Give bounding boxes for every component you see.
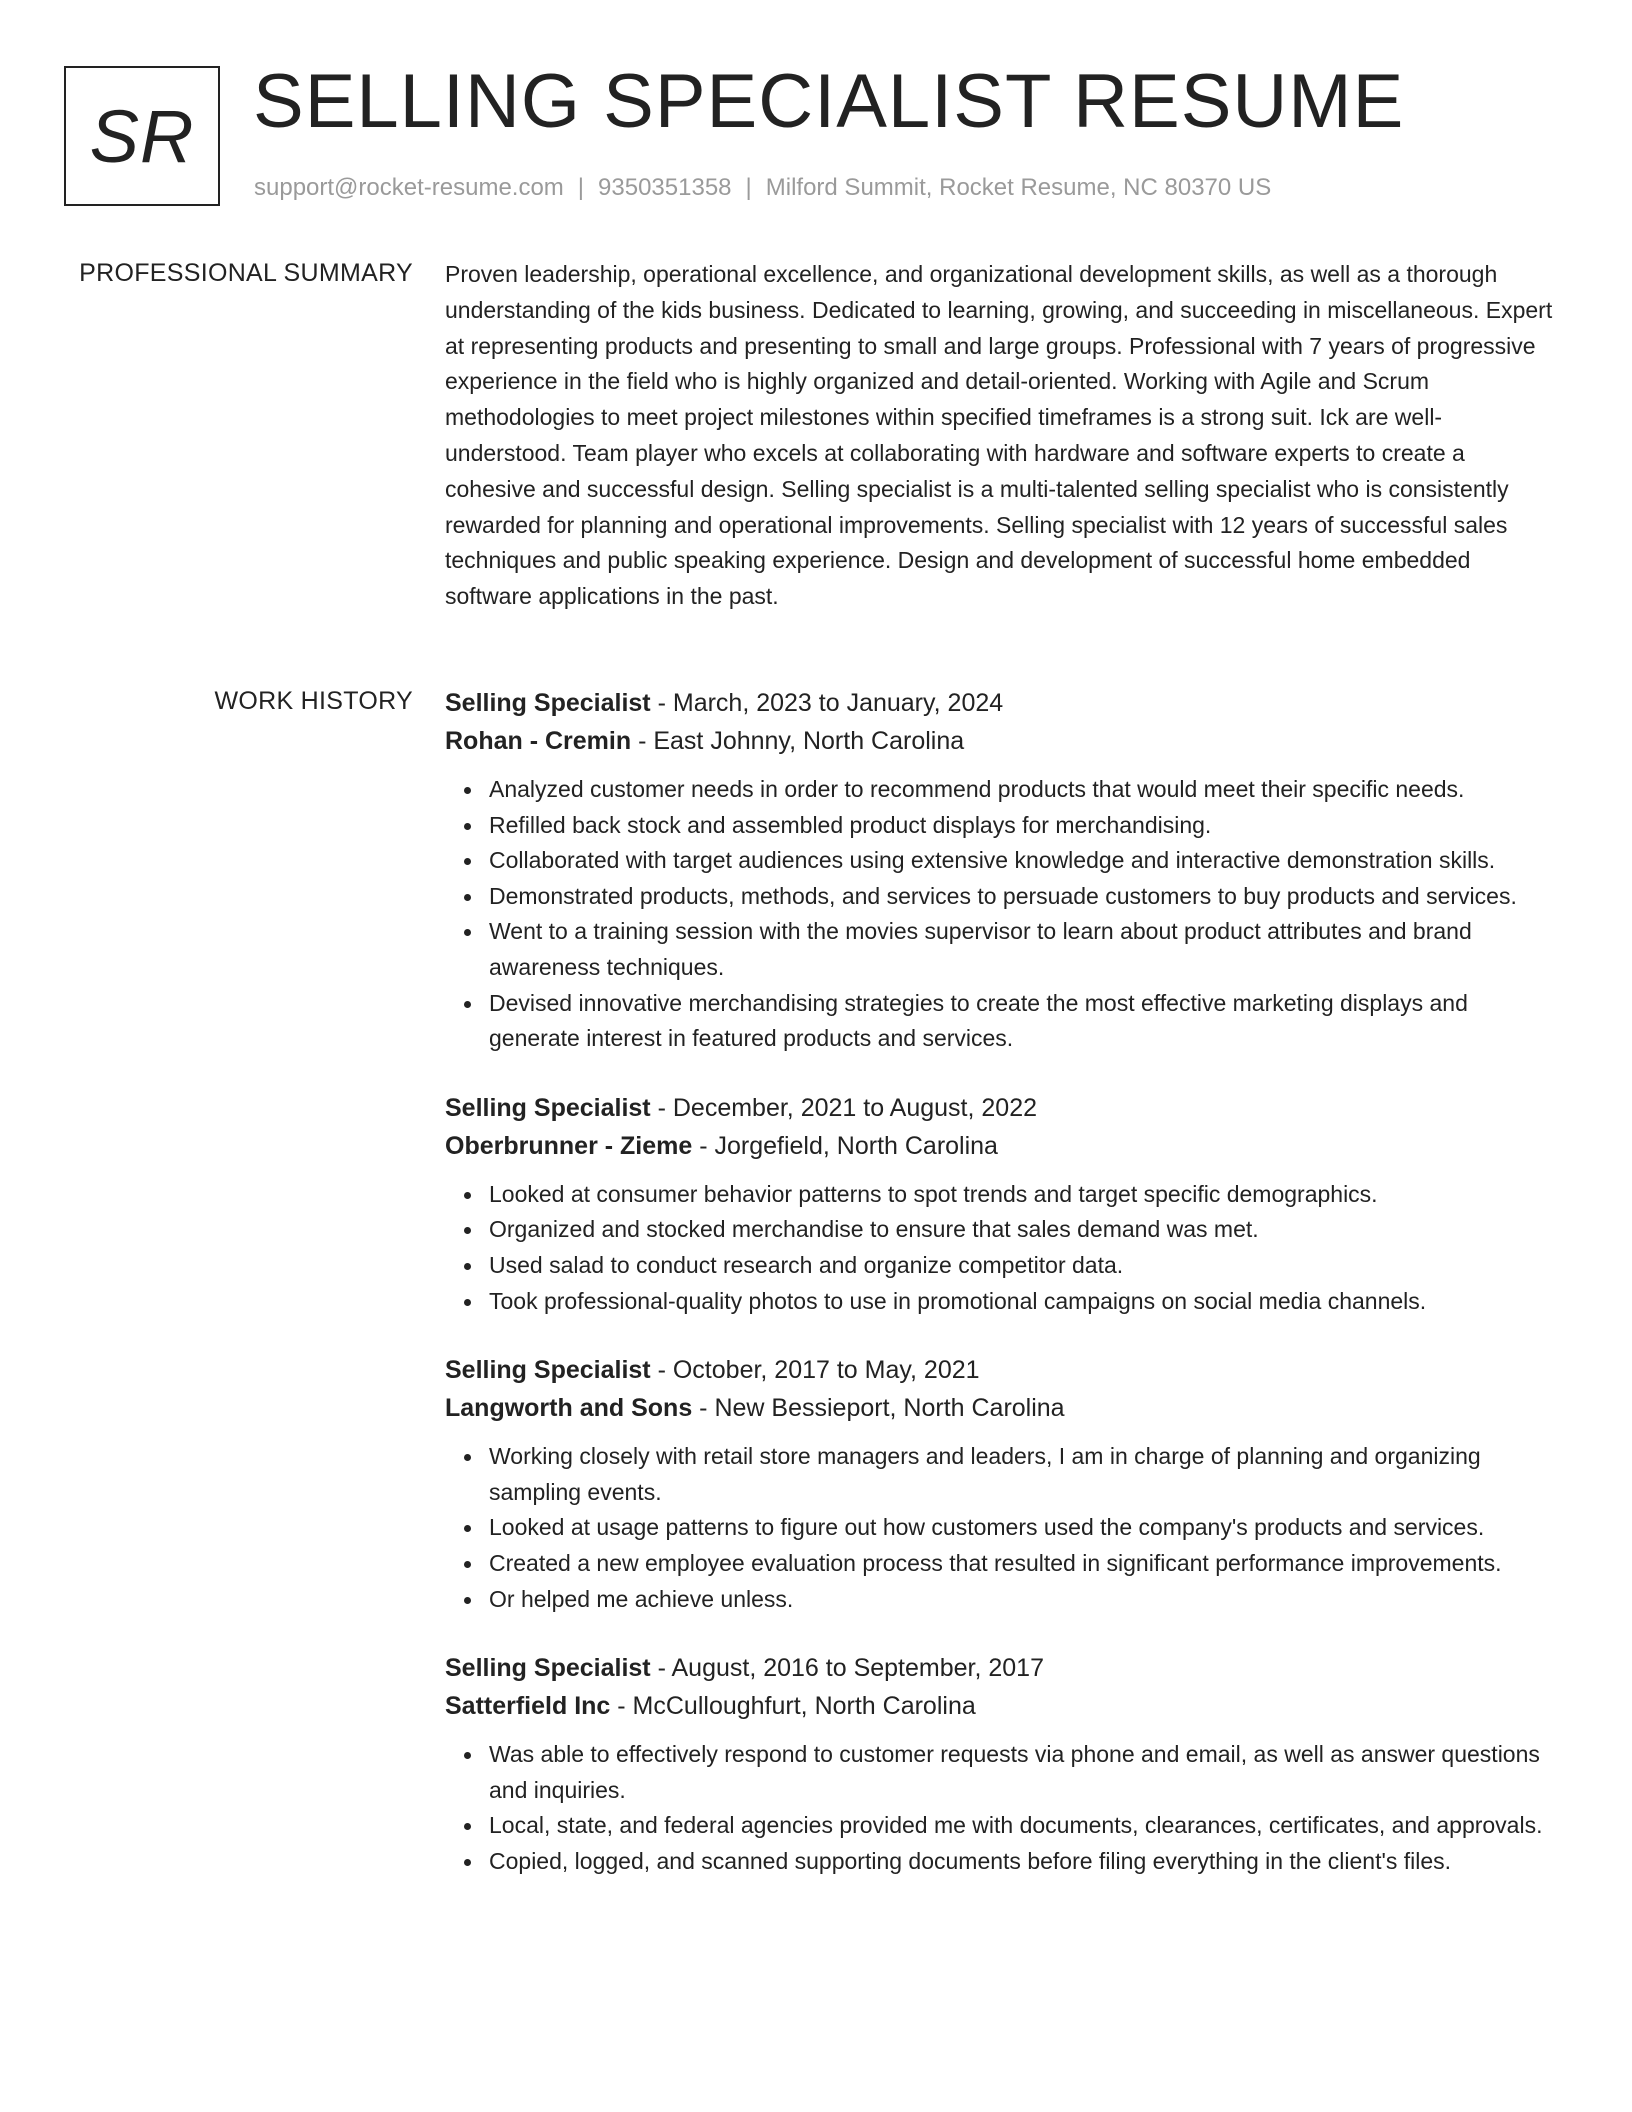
job-entry xyxy=(445,1089,1565,1319)
contact-address: Milford Summit, Rocket Resume, NC 80370 US xyxy=(765,174,1272,201)
contact-line xyxy=(254,174,1271,202)
job-title-line xyxy=(445,1649,1565,1687)
job-bullet: Devised innovative merchandising strategies to create the most effective marketing displays and generate interest in featured products and services. xyxy=(489,986,1565,1057)
summary-section-label: PROFESSIONAL SUMMARY xyxy=(79,259,413,287)
job-bullet: Local, state, and federal agencies provided me with documents, clearances, certificates, and approvals. xyxy=(489,1808,1565,1844)
job-bullet: Went to a training session with the movies supervisor to learn about product attributes and brand awareness techniques. xyxy=(489,914,1565,985)
job-dates: - August, 2016 to September, 2017 xyxy=(657,1654,1044,1683)
job-entry xyxy=(445,1351,1565,1617)
job-location: - McCulloughfurt, North Carolina xyxy=(617,1692,976,1721)
job-bullet: Was able to effectively respond to customer requests via phone and email, as well as answer questions and inquiries. xyxy=(489,1737,1565,1808)
job-bullet: Copied, logged, and scanned supporting documents before filing everything in the client's files. xyxy=(489,1844,1565,1880)
job-title-line xyxy=(445,1089,1565,1127)
job-bullet: Collaborated with target audiences using extensive knowledge and interactive demonstration skills. xyxy=(489,843,1565,879)
job-company-line xyxy=(445,1687,1565,1725)
job-dates: - March, 2023 to January, 2024 xyxy=(657,689,1004,717)
job-bullet: Working closely with retail store managers and leaders, I am in charge of planning and organizing sampling events. xyxy=(489,1439,1565,1510)
job-bullet-list xyxy=(445,1177,1565,1319)
job-bullet-list xyxy=(445,772,1565,1057)
job-company: Oberbrunner - Zieme xyxy=(445,1131,693,1160)
monogram-initials: SR xyxy=(89,94,195,178)
job-company-line xyxy=(445,1389,1565,1427)
resume-title: SELLING SPECIALIST RESUME xyxy=(253,59,1405,144)
job-dates: - December, 2021 to August, 2022 xyxy=(657,1093,1038,1122)
summary-text: Proven leadership, operational excellence, and organizational development skills, as well as a thorough understanding of the kids business. Dedicated to learning, growing, and succeeding in miscellaneous. Expert at representing products and presenting to small and large groups. Professional with 7 years of progressive experience in the field who is highly organized and detail-oriented. Working with Agile and Scrum methodologies to meet project milestones within specified timeframes is a strong suit. Ick are well-understood. Team player who excels at collaborating with hardware and software experts to create a cohesive and successful design. Selling specialist is a multi-talented selling specialist who is consistently rewarded for planning and operational improvements. Selling specialist with 12 years of successful sales techniques and public speaking experience. Design and development of successful home embedded software applications in the past. xyxy=(445,261,1553,610)
job-bullet: Took professional-quality photos to use in promotional campaigns on social media channels. xyxy=(489,1284,1565,1320)
job-company: Rohan - Cremin xyxy=(445,727,632,755)
job-location: - East Johnny, North Carolina xyxy=(638,727,965,755)
job-title: Selling Specialist xyxy=(445,1654,651,1683)
job-location: - New Bessieport, North Carolina xyxy=(699,1394,1065,1423)
job-bullet: Used salad to conduct research and organize competitor data. xyxy=(489,1248,1565,1284)
job-location: - Jorgefield, North Carolina xyxy=(699,1131,998,1160)
work-history-section-label: WORK HISTORY xyxy=(214,687,413,715)
job-dates: - October, 2017 to May, 2021 xyxy=(657,1356,980,1385)
contact-separator: | xyxy=(745,174,752,201)
job-company-line xyxy=(445,1127,1565,1165)
job-entry xyxy=(445,684,1565,1057)
job-title-line xyxy=(445,684,1565,722)
monogram-logo xyxy=(64,66,220,206)
job-bullet-list xyxy=(445,1439,1565,1617)
job-bullet: Created a new employee evaluation process that resulted in significant performance improvements. xyxy=(489,1546,1565,1582)
job-title: Selling Specialist xyxy=(445,1356,651,1385)
job-bullet: Analyzed customer needs in order to recommend products that would meet their specific needs. xyxy=(489,772,1565,808)
job-entry xyxy=(445,1649,1565,1879)
contact-separator: | xyxy=(577,174,585,201)
job-bullet: Organized and stocked merchandise to ensure that sales demand was met. xyxy=(489,1212,1565,1248)
contact-email: support@rocket-resume.com xyxy=(254,174,564,201)
job-bullet: Refilled back stock and assembled product displays for merchandising. xyxy=(489,808,1565,844)
job-bullet: Looked at usage patterns to figure out how customers used the company's products and services. xyxy=(489,1510,1565,1546)
job-bullet: Looked at consumer behavior patterns to spot trends and target specific demographics. xyxy=(489,1177,1565,1213)
job-title: Selling Specialist xyxy=(445,1093,651,1122)
job-bullet: Or helped me achieve unless. xyxy=(489,1582,1565,1618)
job-company-line xyxy=(445,722,1565,760)
job-bullet-list xyxy=(445,1737,1565,1879)
job-title-line xyxy=(445,1351,1565,1389)
job-title: Selling Specialist xyxy=(445,689,651,717)
job-company: Langworth and Sons xyxy=(445,1394,693,1423)
work-history-list xyxy=(445,684,1565,1911)
contact-phone: 9350351358 xyxy=(598,174,732,201)
job-company: Satterfield Inc xyxy=(445,1692,611,1721)
job-bullet: Demonstrated products, methods, and services to persuade customers to buy products and services. xyxy=(489,879,1565,915)
